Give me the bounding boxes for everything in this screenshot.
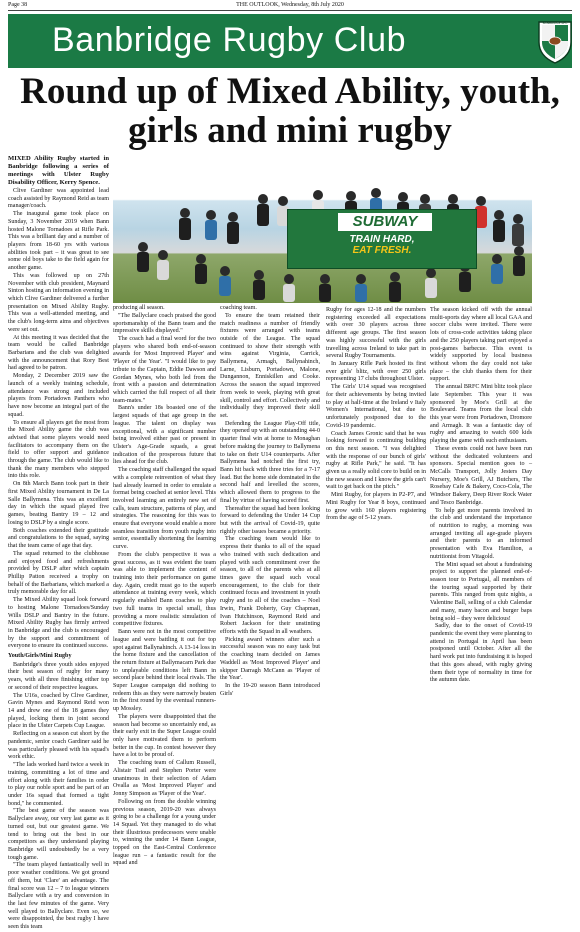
- header-rule: [8, 10, 572, 11]
- paragraph: At this meeting it was decided that the team would be called Banbridge Barbarians and the club was delighted with the announcement that Rory Best had agreed to be patron.: [8, 334, 109, 372]
- paragraph: "The Ballyclare coach praised the good sportsmanship of the Bann team and the impressive skills displayed.": [113, 312, 216, 335]
- tagline-line-1: TRAIN HARD,: [349, 234, 415, 245]
- paragraph: To help get more parents involved in the club and understand the importance of nutrition to rugby, a morning was arranged inviting all age-grade players and their parents to an informed presentation with Eva Hamilton, a nutritionist from Vitagold.: [430, 507, 532, 560]
- team-photo: [113, 155, 532, 303]
- paragraph: Monday, 2 December 2019 saw the launch of a weekly training schedule, attendance was strong and included players from Portadown Panthers who have now become an integral part of the squad.: [8, 373, 109, 418]
- paragraph: Sadly, due to the onset of Covid-19 pandemic the event they were planning to attend in Portugal in April has been postponed until October. After all the hard work put into fundraising it is hoped that this goes ahead, with rugby giving them their type of normality in time for the autumn date.: [430, 623, 532, 684]
- paragraph: "The lads worked hard twice a week in training, committing a lot of time and effort along with their families in order to play our noble sport and be part of an under 16s squad that formed a tight bond," he commented.: [8, 762, 109, 807]
- publication-line: THE OUTLOOK, Wednesday, 8th July 2020: [236, 2, 344, 8]
- paragraph: Picking award winners after such a successful season was no easy task but the coaching team decided on James Waddell as 'Most Improved Player' and skipper Darragh McCann as 'Player of the Year'.: [220, 636, 320, 682]
- article-column-5: [430, 307, 532, 733]
- headline: Round up of Mixed Ability, youth, girls and mini rugby: [20, 71, 560, 151]
- paragraph: The Girls' U14 squad was recognised for their achievements by being invited to play at half-time at the Ireland v Italy Women's International, but due to unfortunately postponed due to the Covid-19 pandemic.: [326, 384, 426, 429]
- article-column-1: [8, 155, 109, 931]
- paragraph: Clive Gardiner was appointed lead coach assisted by Raymond Reid as team manager/coach.: [8, 188, 109, 210]
- page-number: Page 38: [8, 2, 28, 8]
- paragraph: Both coaches extended their gratitude and congratulations to the squad, saying that the team came of age that day.: [8, 527, 109, 549]
- paragraph: coaching team.: [220, 305, 257, 311]
- paragraph: Bann were not in the most competitive league and were battling it out for top spot against Ballynahinch. A 13-14 loss in the home fixture and the cancellation of the return fixture at Ballymacarn Park due to unplayable conditions left Bann in second place behind their local rivals. The Super League campaign did nothing to redeem this as they were narrowly beaten in the first round by the eventual runners-up Mossley.: [113, 629, 216, 713]
- paragraph: The inaugural game took place on Sunday, 3 November 2019 when Bann hosted Malone Tornadoes at Rifle Park. This was a brilliant day and a number of players from 18-60 yrs with various abilities took part – it was great to see some old boys take to the field again for another game.: [8, 211, 109, 272]
- paragraph: "The team played fantastically well in poor weather conditions. We got ground off them, but 'Clare' an advantage. The final score was 12 – 7 to league winners Ballyclare with a try and conversion in the last few minutes of the game. Very well played to Ballyclare. Even so, we were disappointed, the best rugby I have seen this team: [8, 862, 109, 931]
- sponsor-logo: SUBWAY: [338, 213, 432, 231]
- paragraph: In January Rifle Park hosted its first ever girls' blitz, with over 250 girls representing 17 clubs throughout Ulster.: [326, 361, 426, 383]
- paragraph: These events could not have been run without the dedicated volunteers and sponsors. Special mention goes to – McCalls Transport, Jolly Jesters Day Nursery, Moe's Grill, AJ Butchers, The Rosebay Cafe & Bakery, Coco-Cola, The Windsor Bakery, Deep River Rock Water and Tesco Banbridge.: [430, 445, 532, 506]
- paragraph: Defending the League Play-Off title, they opened up with an outstanding 44-0 quarter final win at home to Monaghan before making the journey to Ballymena to take on their U14 counterparts. After Ballymena had notched the first try, Bann hit back with three tries for a 7-17 lead. But the home side dominated in the second half and levelled the scores, which allowed them to progress to the final by virtue of having scored first.: [220, 420, 320, 504]
- section-banner: [8, 14, 572, 68]
- paragraph: On 8th March Bann took part in their first Mixed Ability tournament in De La Salle Ballymena. This was an excellent day in which the squad played five games, beating Bantry 19 – 12 and losing to DSLP by a single score.: [8, 481, 109, 526]
- paragraph: In the 19-20 season Bann introduced Girls': [220, 683, 320, 697]
- svg-text:BANBRIDGE RFC: BANBRIDGE RFC: [542, 21, 568, 25]
- banner-title: Banbridge Rugby Club: [52, 21, 407, 59]
- article-column-3: [220, 305, 320, 733]
- paragraph: The U16s, coached by Clive Gardiner, Gavin Mynes and Raymond Reid won 14 and drew one of the 18 games they played, locking them in joint second place in the Ulster Carpets Cup League.: [8, 692, 109, 730]
- article-column-4: [326, 307, 426, 733]
- paragraph: To ensure all players get the most from the Mixed Ability game the club was advised that some players would need facilitators to accompany them on the field to offer support and guidance through the game. The club would like to thank the many members who stepped into this role.: [8, 419, 109, 480]
- paragraph: Reflecting on a season cut short by the pandemic, senior coach Gardiner said he was particularly pleased with his squad's work ethic.: [8, 731, 109, 761]
- article-column-2: [113, 305, 216, 867]
- paragraph: The coach had a final word for the two players who shared both end-of-season awards for 'Most Improved Player' and 'Player of the Year'. "I would like to pay tribute to the Captain, Eddie Dawson and Gordan Mynes, who both led from the front with a passion and determination which carried the full respect of all their team-mates.": [113, 336, 216, 404]
- paragraph: Banbridge's three youth sides enjoyed their best season of rugby for many years, with all three finishing either top or second of their respective leagues.: [8, 661, 109, 691]
- paragraph: The Mini squad set about a fundraising project to support the planned end-of-season tour to Portugal, all members of the touring squad supported by their parents. This ranged from quiz nights, a Valentine Ball, selling of a club Calendar and many, many bacon and burger baps being sold – they were delicious!: [430, 561, 532, 622]
- paragraph: producing all season.: [113, 305, 165, 311]
- sponsor-tagline: [288, 234, 476, 256]
- sponsor-banner: [287, 209, 477, 269]
- paragraph: From the club's perspective it was a great success, as it was evident the team was able to implement the content of training into their performance on game day. Again, credit must go to the superb attendance at training every week, which regularly enabled Bann coaches to play two full teams in special small, thus providing a more realistic simulation of competitive fixtures.: [113, 551, 216, 628]
- club-crest-icon: [536, 18, 574, 64]
- paragraph: Following on from the double winning previous season, 2019-20 was always going to be a challenge for a young under 14 Squad. Yet they managed to do what their illustrious predecessors were unable to, winning the under 14 Bann League, topped on the East-Central Conference league run – a fantastic result for the squad and: [113, 798, 216, 867]
- paragraph: "The best game of the season was Ballyclare away, our very last game as it turned out, but our greatest game. We tend to bring out the best in our competitors as they understand playing Banbridge will undoubtedly be a very tough game.: [8, 808, 109, 861]
- paragraph: Rugby for ages 12-18 and the numbers registering exceeded all expectations with over 30 players across three different age groups. The first season was highly successful with the girls travelling across Ireland to take part in several Rugby Tournaments.: [326, 307, 426, 360]
- tagline-line-2: EAT FRESH.: [352, 245, 412, 256]
- paragraph: Coach James Gronic said that he was looking forward to continuing building on this next season. "I was delighted with the response of our bunch of girls' rugby at Rifle Park," he said. "It has given us a really solid core to build on in the new season and I know the girls can't wait to get back on the pitch.": [326, 430, 426, 491]
- paragraph: The Mixed Ability squad look forward to hosting Malone Tornadoes/Sunday Wills DSLP and Bantry in the future. Mixed Ability Rugby has firmly arrived in Banbridge and the club is encouraged by the support and commitment of everyone to ensure its continued success.: [8, 597, 109, 650]
- paragraph: The squad returned to the clubhouse and enjoyed food and refreshments provided by DSLP after which captain Phillip Patton received a trophy on behalf of the Barbarians, which marked a truly memorable day for all.: [8, 550, 109, 596]
- paragraph: The season kicked off with the annual multi-sports day where all local GAA and soccer clubs were invited. There were lots of cross-code activities taking place and the 250 players taking part enjoyed a post-games barbecue. This event is widely supported by local business without whom the day could not take place – the club thanks them for their support.: [430, 307, 532, 383]
- subheading-youth: Youth/Girls/Mini Rugby: [8, 653, 72, 660]
- paragraph: Thereafter the squad had been looking forward to defending the Under 14 Cup but with the arrival of Covid-19, quite rightly other issues became a priority.: [220, 505, 320, 535]
- page-header: [8, 1, 572, 10]
- article-lead: MIXED Ability Rugby started in Banbridge following a series of meetings with Ulster Rugby Disability Officer, Kerry Spence.: [8, 155, 109, 186]
- paragraph: Mini Rugby, for players in P2-P7, and Mini Rugby for Year 8 boys, continued to grow with 160 players registering from the age of 5-12 years.: [326, 492, 426, 522]
- paragraph: To ensure the team retained their match readiness a number of friendly fixtures were arranged with teams outside of the League. The squad continued to show their strength with wins against Virginia, Carrick, Ballymena, Armagh, Ballynahinch, Larne, Lisburn, Portadown, Malone, Dungannon, Enniskillen and Cooke. Across the season the squad improved from week to week, playing with great skill, control and effort. Collectively and individually they improved their skill set.: [220, 312, 320, 419]
- paragraph: Bann's under 18s boasted one of the largest squads of that age group in the league. The talent on display was exceptional, with a significant number being involved either past or present in Ulster's Age-Grade squads, a great indication of the prosperous future that lies ahead for the club.: [113, 405, 216, 466]
- paragraph: The coaching team of Callum Russell, Alistair Trail and Stephen Porter were unanimous in their selection of Adam Ovalla as 'Most Improved Player' and Jonny Simpson as 'Player of the Year'.: [113, 760, 216, 798]
- paragraph: The coaching team would like to express their thanks to all of the squad who trained with such dedication and played with such commitment over the season, to all of the parents who at all times gave the squad such vocal encouragement, to the club for their continued focus and investment in youth rugby and to all of the coaches – Noel Irwin, Frank Doherty, Guy Chapman, Ivan Hutchinson, Raymond Reid and Robert Jackson for their unstinting efforts with the Squad in all weathers.: [220, 536, 320, 635]
- paragraph: The coaching staff challenged the squad with a complete reinvention of what they had already learned in order to emulate a format being coached at senior level. This involved learning an entirely new set of calls, team structure, patterns of play, and strategies. The reasoning for this was to ensure that everyone would enable a more seamless transition from youth rugby into senior, essentially shortening the learning curve.: [113, 467, 216, 551]
- paragraph: The players were disappointed that the season had become so uncertainly end, as their early exit in the Super League could only have motivated them to perform better in the cup. In contest however they have a lot to be proud of.: [113, 713, 216, 759]
- paragraph: This was followed up on 27th November with club president, Maynard Sinton hosting an information evening in which Clive Gardiner delivered a further presentation on Mixed Ability Rugby. This was a well-attended meeting, and the club's long-term aims and objectives were set out.: [8, 272, 109, 333]
- paragraph: The annual BRFC Mini blitz took place late September. This year it was sponsored by Moe's Grill at the Boulevard. Teams from the local club this year were from Portadown, Dromore and Armagh. It was a fantastic day of rugby and amazing to watch 600 kids playing the game with such enthusiasm.: [430, 384, 532, 445]
